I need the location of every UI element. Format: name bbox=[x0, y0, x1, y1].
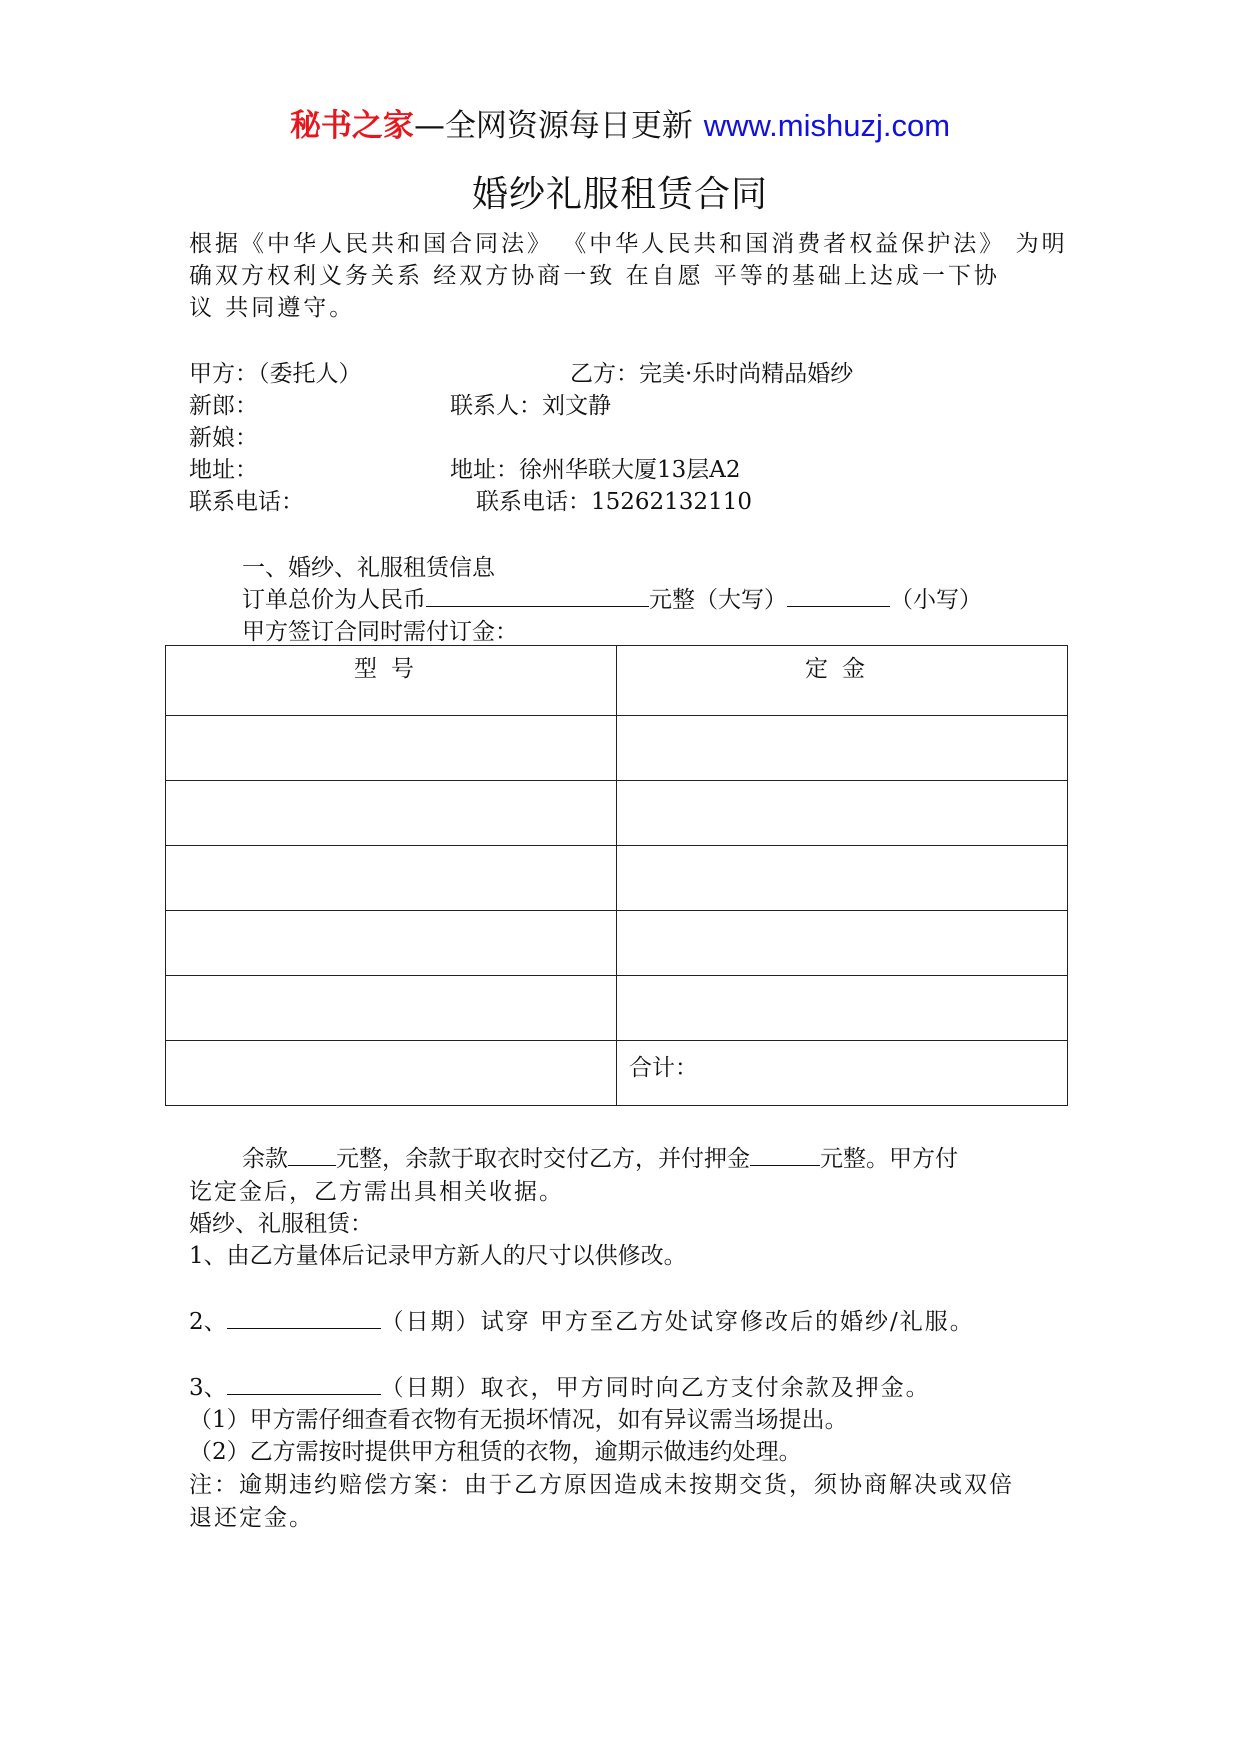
balance-suffix: 元整。甲方付 bbox=[820, 1146, 958, 1172]
rental-item-3 bbox=[189, 1369, 931, 1402]
note-line-1: 注：逾期违约赔偿方案：由于乙方原因造成未按期交货，须协商解决或双倍 bbox=[189, 1472, 1014, 1498]
balance-line bbox=[242, 1140, 958, 1173]
party-b-phone: 联系电话：15262132110 bbox=[476, 489, 752, 515]
balance-line-2: 讫定金后，乙方需出具相关收据。 bbox=[189, 1179, 564, 1205]
table-header-row bbox=[166, 646, 1068, 716]
fitting-date-blank bbox=[227, 1308, 381, 1329]
table-row bbox=[166, 846, 1068, 911]
rental-item-3-number: 3、 bbox=[189, 1375, 227, 1401]
table-row bbox=[166, 976, 1068, 1041]
balance-mid: 元整，余款于取衣时交付乙方，并付押金 bbox=[336, 1146, 750, 1172]
party-b-label: 乙方：完美·乐时尚精品婚纱 bbox=[570, 361, 854, 387]
intro-line-1: 根据《中华人民共和国合同法》 《中华人民共和国消费者权益保护法》 为明 bbox=[189, 231, 1068, 257]
header-deposit: 定金 bbox=[617, 646, 1068, 716]
rental-sub-1: （1）甲方需仔细查看衣物有无损坏情况，如有异议需当场提出。 bbox=[189, 1407, 848, 1433]
deposit-cell bbox=[617, 716, 1068, 781]
section-1-heading: 一、婚纱、礼服租赁信息 bbox=[242, 555, 495, 581]
order-total-mid: 元整（大写） bbox=[649, 587, 787, 613]
table-row bbox=[166, 716, 1068, 781]
rental-item-2-number: 2、 bbox=[189, 1309, 227, 1335]
party-b-contact: 联系人：刘文静 bbox=[450, 393, 611, 419]
party-b-address: 地址：徐州华联大厦13层A2 bbox=[450, 457, 741, 483]
security-deposit-blank bbox=[750, 1145, 820, 1166]
deposit-cell bbox=[617, 846, 1068, 911]
model-cell bbox=[166, 846, 617, 911]
rental-item-3-text: （日期）取衣，甲方同时向乙方支付余款及押金。 bbox=[380, 1375, 931, 1401]
rental-sub-2: （2）乙方需按时提供甲方租赁的衣物，逾期示做违约处理。 bbox=[189, 1439, 802, 1465]
party-a-phone: 联系电话： bbox=[189, 489, 304, 515]
banner-brand: 秘书之家 bbox=[289, 108, 414, 144]
deposit-line: 甲方签订合同时需付订金： bbox=[242, 619, 518, 645]
total-amount-blank-2 bbox=[787, 586, 890, 607]
document-title: 婚纱礼服租赁合同 bbox=[471, 174, 768, 215]
model-cell bbox=[166, 781, 617, 846]
model-cell bbox=[166, 1041, 617, 1106]
sum-label: 合计： bbox=[629, 1055, 698, 1081]
rental-item-2-text: （日期）试穿 甲方至乙方处试穿修改后的婚纱/礼服。 bbox=[380, 1309, 975, 1335]
deposit-cell bbox=[617, 911, 1068, 976]
banner-url-link[interactable]: www.mishuzj.com bbox=[703, 108, 951, 143]
model-cell bbox=[166, 976, 617, 1041]
order-total-line bbox=[242, 581, 982, 614]
model-cell bbox=[166, 911, 617, 976]
deposit-cell bbox=[617, 781, 1068, 846]
table-row bbox=[166, 911, 1068, 976]
deposit-cell bbox=[617, 976, 1068, 1041]
model-cell bbox=[166, 716, 617, 781]
pickup-date-blank bbox=[227, 1374, 381, 1395]
table-sum-row bbox=[166, 1041, 1068, 1106]
table-row bbox=[166, 781, 1068, 846]
party-a-label: 甲方：（委托人） bbox=[189, 361, 362, 387]
rental-item-1: 1、由乙方量体后记录甲方新人的尺寸以供修改。 bbox=[189, 1243, 687, 1269]
order-total-suffix: （小写） bbox=[890, 587, 982, 613]
rental-item-2 bbox=[189, 1303, 975, 1336]
site-banner bbox=[0, 100, 1240, 145]
rental-heading: 婚纱、礼服租赁： bbox=[189, 1211, 373, 1237]
deposit-table bbox=[165, 645, 1068, 1106]
note-line-2: 退还定金。 bbox=[189, 1505, 314, 1531]
groom-field: 新郎： bbox=[189, 393, 258, 419]
balance-blank bbox=[288, 1145, 336, 1166]
balance-prefix: 余款 bbox=[242, 1146, 288, 1172]
party-a-address: 地址： bbox=[189, 457, 258, 483]
intro-line-2: 确双方权利义务关系 经双方协商一致 在自愿 平等的基础上达成一下协 bbox=[189, 263, 1000, 289]
header-model: 型号 bbox=[166, 646, 617, 716]
bride-field: 新娘： bbox=[189, 425, 258, 451]
total-amount-blank bbox=[426, 586, 649, 607]
sum-cell bbox=[617, 1041, 1068, 1106]
intro-line-3: 议 共同遵守。 bbox=[189, 295, 356, 321]
order-total-prefix: 订单总价为人民币 bbox=[242, 587, 426, 613]
banner-slogan: —全网资源每日更新 bbox=[413, 108, 693, 144]
